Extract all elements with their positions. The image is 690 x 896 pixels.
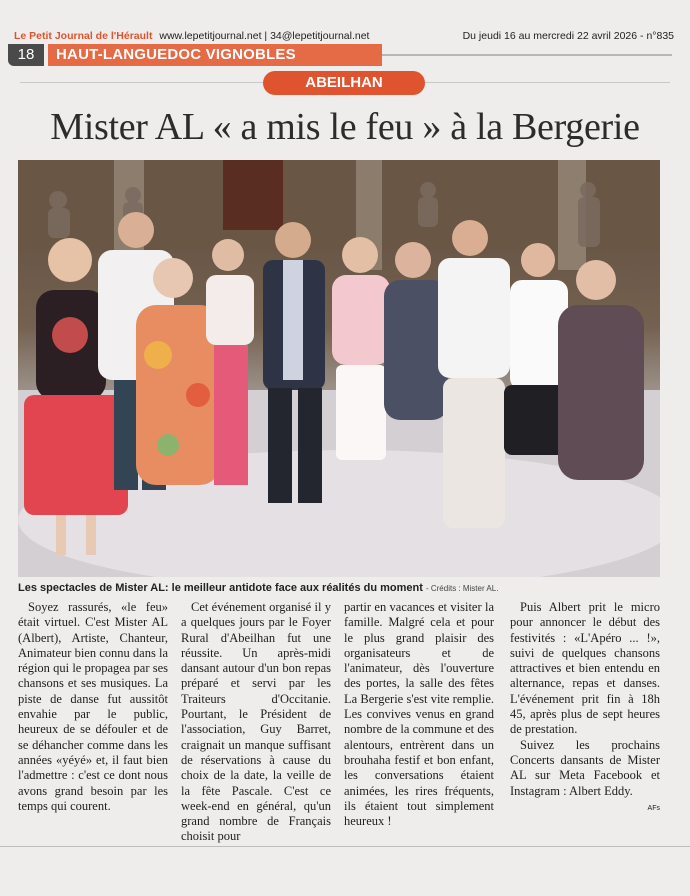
paragraph: Soyez rassurés, «le feu» était virtuel. C'est Mister AL (Albert), Artiste, Chanteur, Animateur bien connu dans la région qui le propagea par ses chansons et ses musiques. La piste de danse fut aussitôt envahie par le public, heureux de se défouler et de se déhancher comme dans les années «yéyé» et, il faut bien l'admettre : c'est ce dont nous avons grand besoin par les temps qui courent. <box>18 600 168 813</box>
paragraph: Suivez les prochains Concerts dansants de Mister AL sur Meta Facebook et Instagram : Albert Eddy. <box>510 737 660 798</box>
paragraph: Cet événement organisé il y a quelques jours par le Foyer Rural d'Abeilhan fut une réussite. Un après-midi dansant autour d'un bon repas préparé et servi par les Traiteurs d'Occitanie. Pourtant, le Président de l'association, Guy Barret, craignait un manque suffisant de réservations à cause du choix de la date, la veille de la fête Pascale. C'est ce week-end en général, qu'un grand nombre de Français choisit pour <box>181 600 331 844</box>
paragraph: partir en vacances et visiter la famille. Malgré cela et pour le plus grand plaisir des organisateurs et de l'animateur, dès l'ouverture des portes, la salle des fêtes La Bergerie s'est vite remplie. Les convives venus en grand nombre de la commune et des alentours, entrèrent dans un brouhaha festif et bon enfant, les conversations étaient animées, les rires fréquents, ils étaient tout simplement heureux ! <box>344 600 494 829</box>
section-rubric: HAUT-LANGUEDOC VIGNOBLES <box>48 44 382 66</box>
article-column-1 <box>18 600 168 814</box>
group-photo <box>18 160 660 577</box>
rubric-rule <box>382 54 672 56</box>
photo-caption <box>18 582 660 596</box>
author-signature: AFs <box>647 804 660 812</box>
page-number: 18 <box>8 44 44 66</box>
kicker-label: ABEILHAN <box>263 71 425 95</box>
publication-name: Le Petit Journal de l'Hérault <box>14 30 153 42</box>
article-headline: Mister AL « a mis le feu » à la Bergerie <box>50 106 640 148</box>
masthead <box>14 30 674 44</box>
issue-dates: Du jeudi 16 au mercredi 22 avril 2026 - n°835 <box>462 30 674 42</box>
caption-text: Les spectacles de Mister AL: le meilleur antidote face aux réalités du moment <box>18 582 423 594</box>
article-body <box>18 600 660 844</box>
section-bar <box>8 44 672 66</box>
photo-credit: - Crédits : Mister AL. <box>425 584 499 593</box>
group-photo-illustration <box>18 160 660 577</box>
article-column-4 <box>510 600 660 816</box>
publication-contact: www.lepetitjournal.net | 34@lepetitjournal.net <box>159 30 370 42</box>
article-column-2 <box>181 600 331 845</box>
paragraph: Puis Albert prit le micro pour annoncer le début des festivités : «L'Apéro ... !», suivi de quelques chansons attractives et bien entendu en alternance, repas et danses. L'événement prit fin à 18h 45, après plus de sept heures de prestation. <box>510 600 660 737</box>
footer-rule <box>0 846 690 847</box>
article-column-3 <box>344 600 494 829</box>
